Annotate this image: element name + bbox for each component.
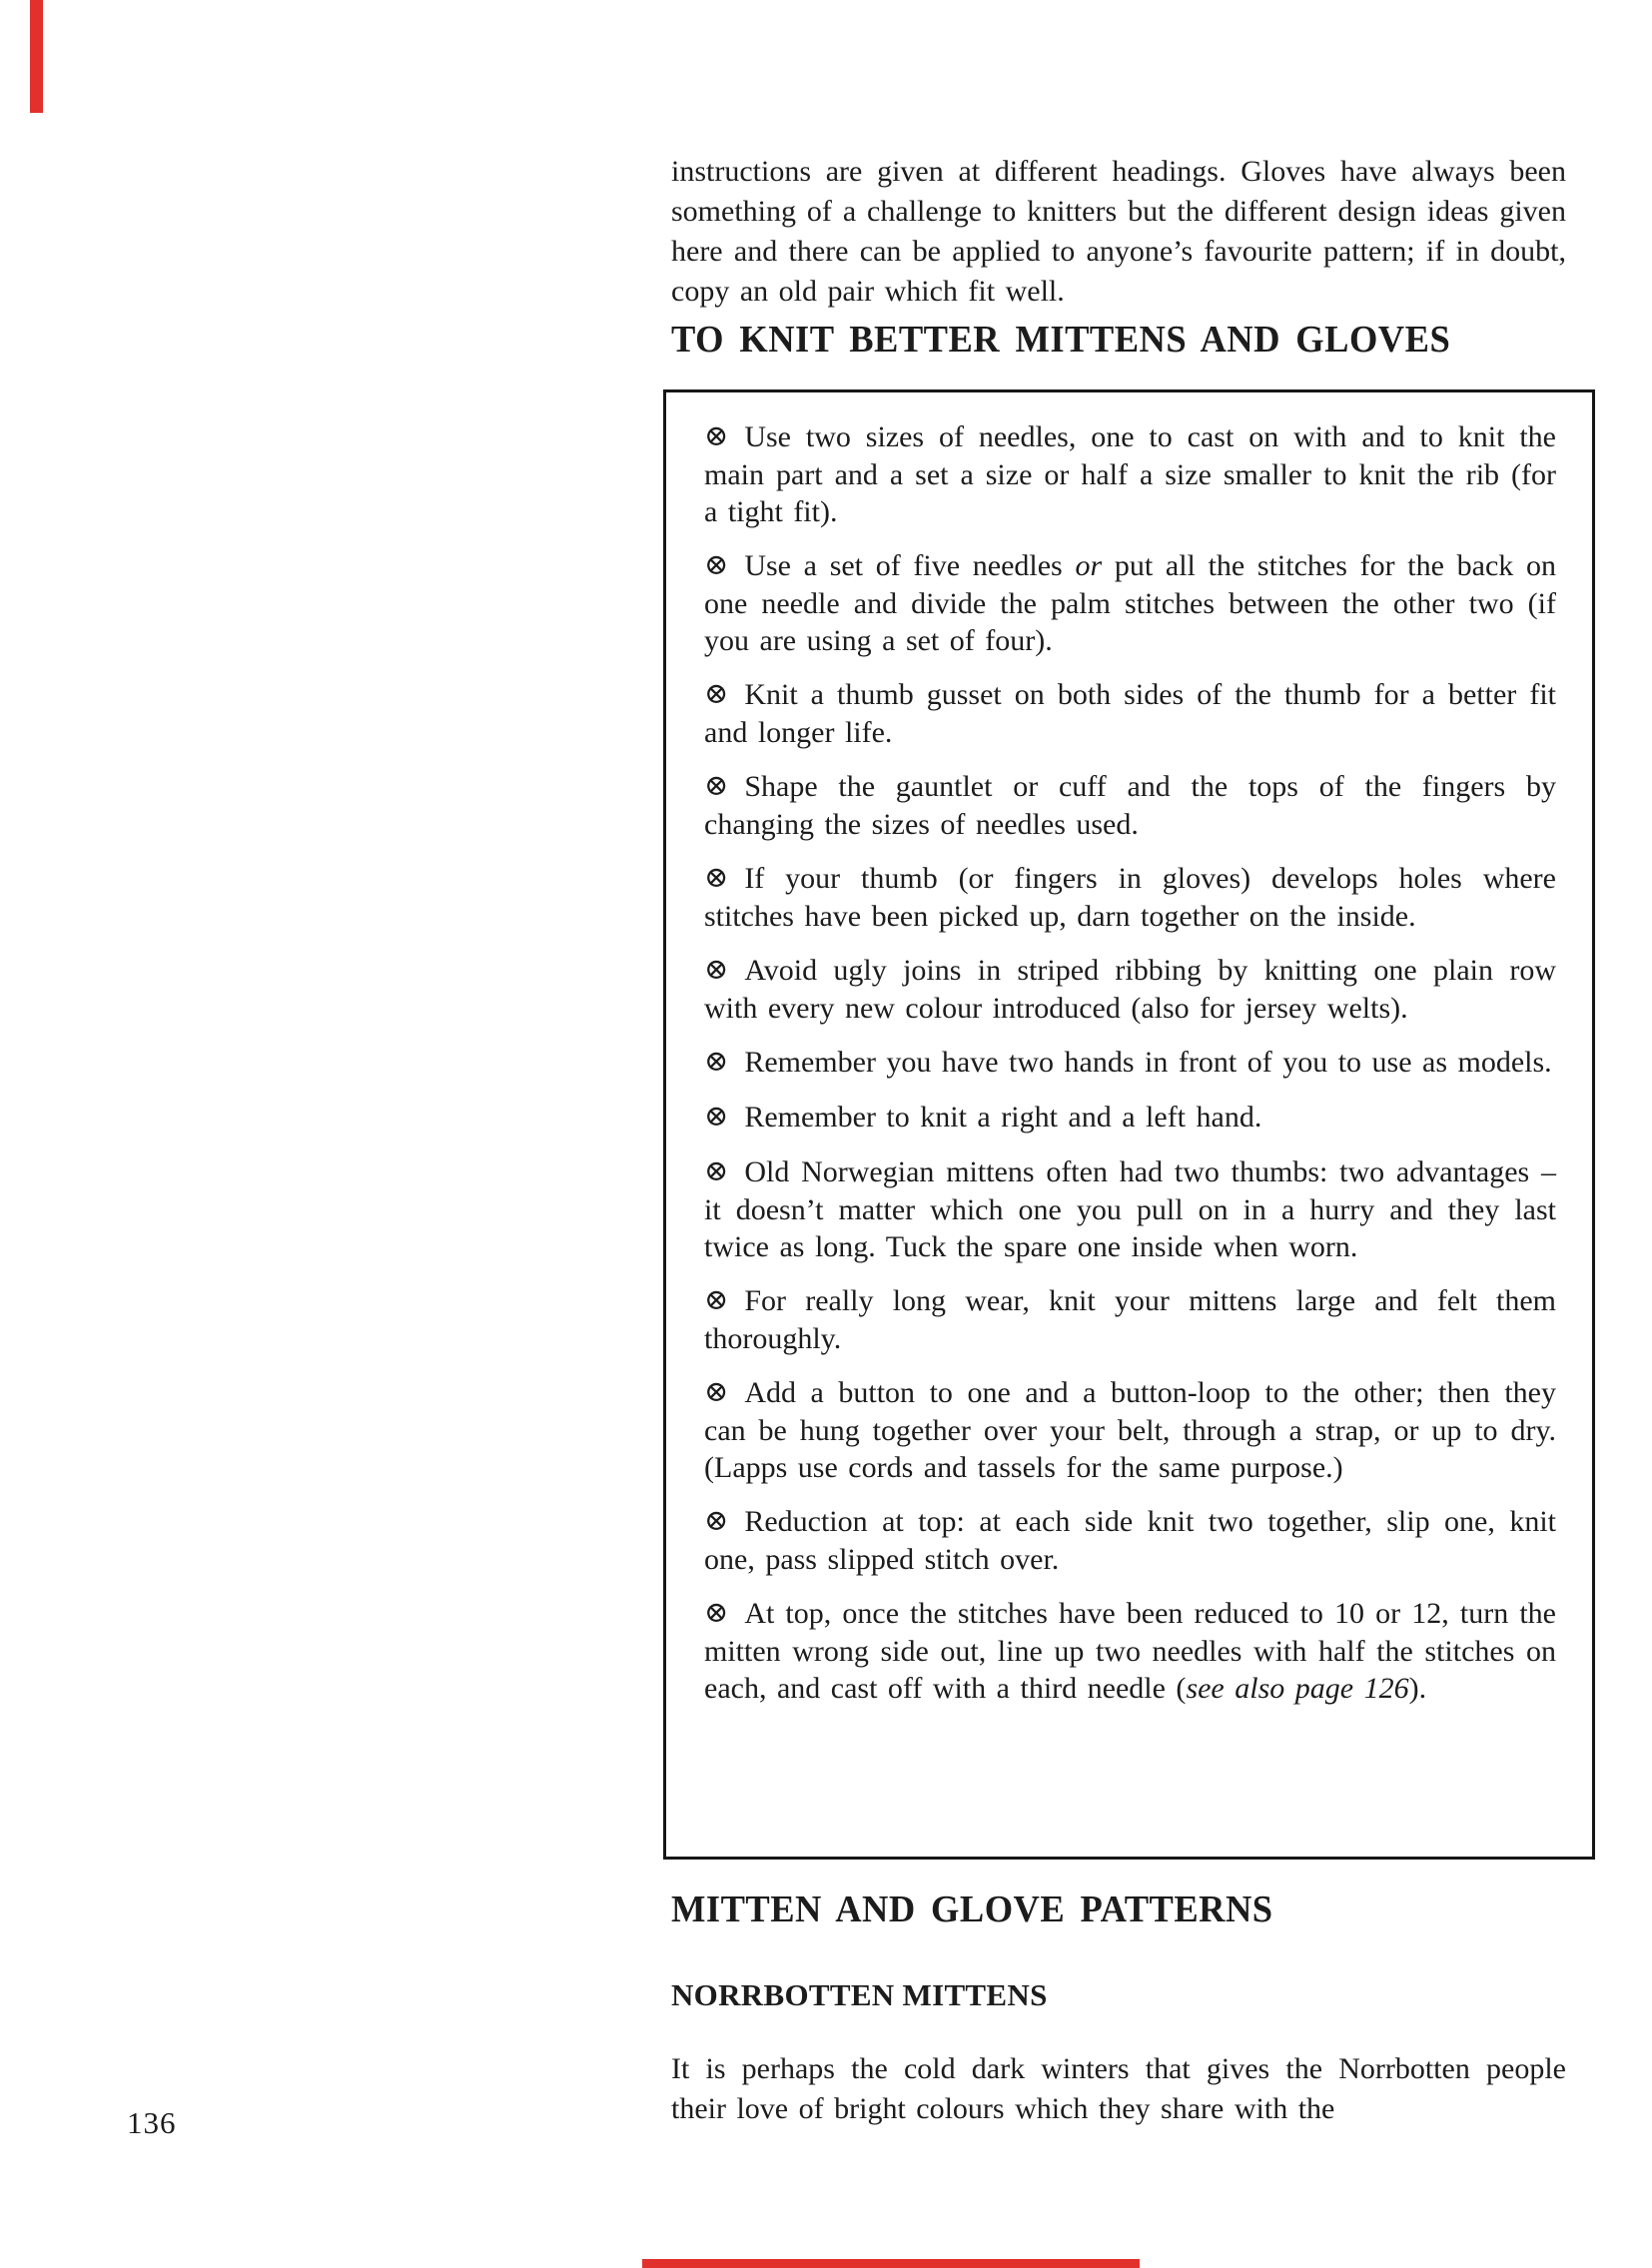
- circled-x-bullet-icon: ⊗: [704, 1046, 729, 1078]
- tips-box: [663, 389, 1595, 1860]
- circled-x-bullet-icon: ⊗: [704, 954, 729, 986]
- circled-x-bullet-icon: ⊗: [704, 678, 729, 710]
- circled-x-bullet-icon: ⊗: [704, 1284, 729, 1316]
- tip-item: [704, 1595, 1556, 1707]
- circled-x-bullet-icon: ⊗: [704, 1155, 729, 1187]
- tip-item: [704, 676, 1556, 751]
- circled-x-bullet-icon: ⊗: [704, 1597, 729, 1629]
- tip-text: If your thumb (or fingers in gloves) develops holes where stitches have been picked up, darn together on the inside.: [704, 862, 1556, 933]
- tip-text: Add a button to one and a button-loop to the other; then they can be hung together over your belt, through a strap, or up to dry. (Lapps use cords and tassels for the same purpose.): [704, 1376, 1556, 1484]
- subheading-norrbotten-mittens: NORRBOTTEN MITTENS: [671, 1977, 1048, 2012]
- section-heading-mitten-patterns: MITTEN AND GLOVE PATTERNS: [671, 1889, 1273, 1930]
- tip-text: Old Norwegian mittens often had two thumbs: two advantages – it doesn’t matter which one you pull on in a hurry and they last twice as long. Tuck the spare one inside when worn.: [704, 1155, 1556, 1263]
- circled-x-bullet-icon: ⊗: [704, 420, 729, 452]
- tip-item: [704, 1282, 1556, 1357]
- tip-text: At top, once the stitches have been reduced to 10 or 12, turn the mitten wrong side out, line up two needles with half the stitches on each, and cast off with a third needle (: [704, 1597, 1556, 1705]
- tip-text: Use two sizes of needles, one to cast on with and to knit the main part and a set a size or half a size smaller to knit the rib (for a tight fit).: [704, 420, 1556, 528]
- tip-text: For really long wear, knit your mittens large and felt them thoroughly.: [704, 1284, 1556, 1355]
- tip-item: [704, 1374, 1556, 1486]
- tip-item: [704, 547, 1556, 659]
- tip-item: [704, 860, 1556, 935]
- tip-item: [704, 1044, 1556, 1082]
- tip-text: Avoid ugly joins in striped ribbing by knitting one plain row with every new colour introduced (also for jersey welts).: [704, 954, 1556, 1025]
- tip-text: Shape the gauntlet or cuff and the tops of the fingers by changing the sizes of needles used.: [704, 770, 1556, 841]
- red-print-mark-left: [30, 0, 43, 113]
- tip-text: Remember you have two hands in front of you to use as models.: [744, 1046, 1552, 1079]
- circled-x-bullet-icon: ⊗: [704, 549, 729, 581]
- tip-item: [704, 1153, 1556, 1265]
- circled-x-bullet-icon: ⊗: [704, 1505, 729, 1537]
- circled-x-bullet-icon: ⊗: [704, 1376, 729, 1408]
- tip-text: put all the stitches for the back on one needle and divide the palm stitches between the other two (if you are using a set of four).: [704, 549, 1556, 657]
- tip-item: [704, 1503, 1556, 1578]
- tip-item: [704, 768, 1556, 843]
- tip-text: Remember to knit a right and a left hand.: [744, 1101, 1262, 1134]
- intro-paragraph: instructions are given at different headings. Gloves have always been something of a challenge to knitters but the different design ideas given here and there can be applied to anyone’s favourite pattern; if in doubt, copy an old pair which fit well.: [671, 155, 1566, 308]
- circled-x-bullet-icon: ⊗: [704, 770, 729, 802]
- page-number: 136: [127, 2105, 177, 2140]
- tip-text: Use a set of five needles: [744, 549, 1076, 582]
- tip-item: [704, 952, 1556, 1027]
- tip-text: ).: [1408, 1672, 1427, 1705]
- circled-x-bullet-icon: ⊗: [704, 1101, 729, 1133]
- tip-item: [704, 418, 1556, 530]
- tip-text: Reduction at top: at each side knit two together, slip one, knit one, pass slipped stitch over.: [704, 1505, 1556, 1576]
- norrbotten-paragraph: It is perhaps the cold dark winters that gives the Norrbotten people their love of bright colours which they share with the: [671, 2052, 1566, 2125]
- tip-text-italic: see also page 126: [1186, 1672, 1409, 1705]
- tip-text-italic: or: [1075, 549, 1103, 582]
- circled-x-bullet-icon: ⊗: [704, 862, 729, 894]
- tip-item: [704, 1099, 1556, 1136]
- red-print-mark-bottom: [642, 2259, 1140, 2268]
- tip-text: Knit a thumb gusset on both sides of the thumb for a better fit and longer life.: [704, 678, 1556, 749]
- section-heading-to-knit-better: TO KNIT BETTER MITTENS AND GLOVES: [671, 319, 1451, 361]
